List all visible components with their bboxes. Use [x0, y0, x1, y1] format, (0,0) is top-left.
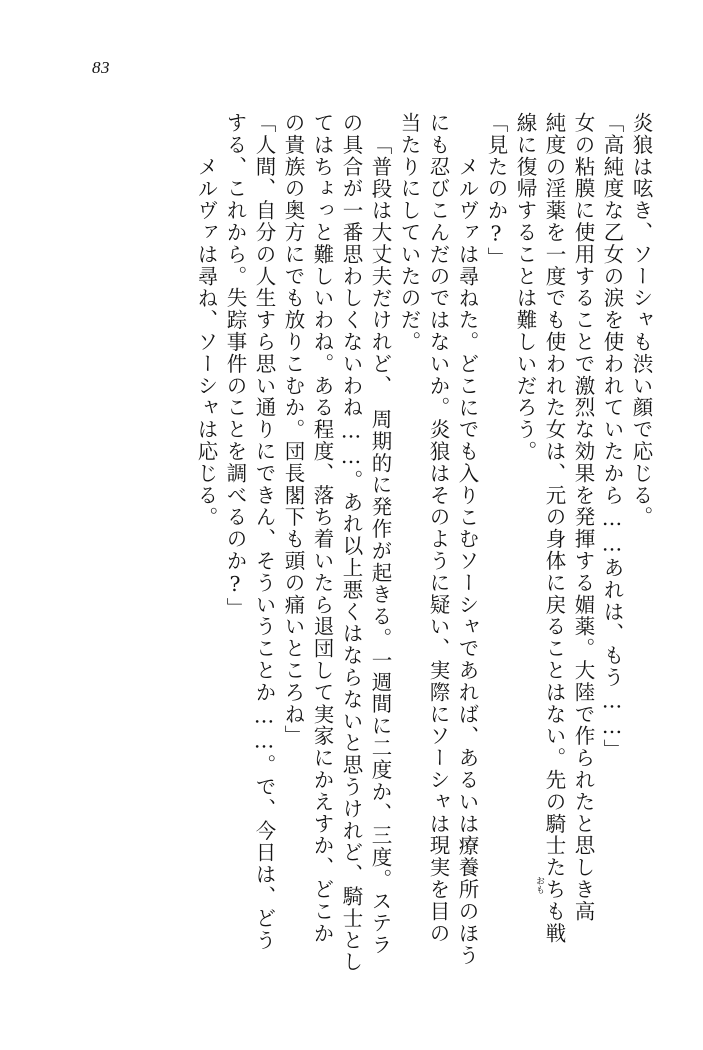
text-column: 線に復帰することは難しいだろう。: [513, 112, 537, 463]
text-column: 炎狼は呟き、ソーシャも渋い顔で応じる。: [629, 112, 653, 529]
page-number: 83: [92, 58, 110, 77]
text-column: メルヴァは尋ねた。どこにでも入りこむソーシャであれば、あるいは療養所のほう: [455, 134, 479, 967]
text-column: 「見たのか?」: [484, 112, 508, 269]
vertical-text-block: [51, 112, 651, 992]
text-column: する、これから。失踪事件のことを調べるのか?」: [223, 112, 247, 620]
text-column: てはちょっと難しいわね。ある程度、落ち着いたら退団して実家にかえすか、どこか: [310, 112, 334, 945]
text-column: 「人間、自分の人生すら思い通りにできん、そういうことか……。で、今日は、どう: [252, 112, 276, 952]
text-column: 「普段は大丈夫だけれど、 周期的に発作が起きる。一週間に二度か、三度。ステラ: [368, 134, 392, 956]
text-column: 「高純度な乙女の涙を使われていたから……あれは、もう……」: [600, 112, 624, 762]
text-column: の具合が一番思わしくないわね……。あれ以上悪くはならないと思うけれど、騎士とし: [339, 112, 363, 974]
text-column: メルヴァは尋ね、ソーシャは応じる。: [194, 134, 218, 529]
text-column: の貴族の奥方にでも放りこむか。団長閣下も頭の痛いところね」: [281, 112, 305, 748]
ruby-annotation: おも: [534, 876, 544, 894]
text-column: 純度の淫薬を一度でも使われた女は、元の身体に戻ることはない。先の騎士たちも戦 おも: [534, 112, 566, 945]
text-column: 当たりにしていたのだ。: [397, 112, 421, 353]
text-column: にも忍びこんだのではないか。炎狼はそのように疑い、実際にソーシャは現実を目の: [426, 112, 450, 945]
text-column: 女の粘膜に使用することで激烈な効果を発揮する媚薬。大陸で作られたと思しき高: [571, 112, 595, 923]
